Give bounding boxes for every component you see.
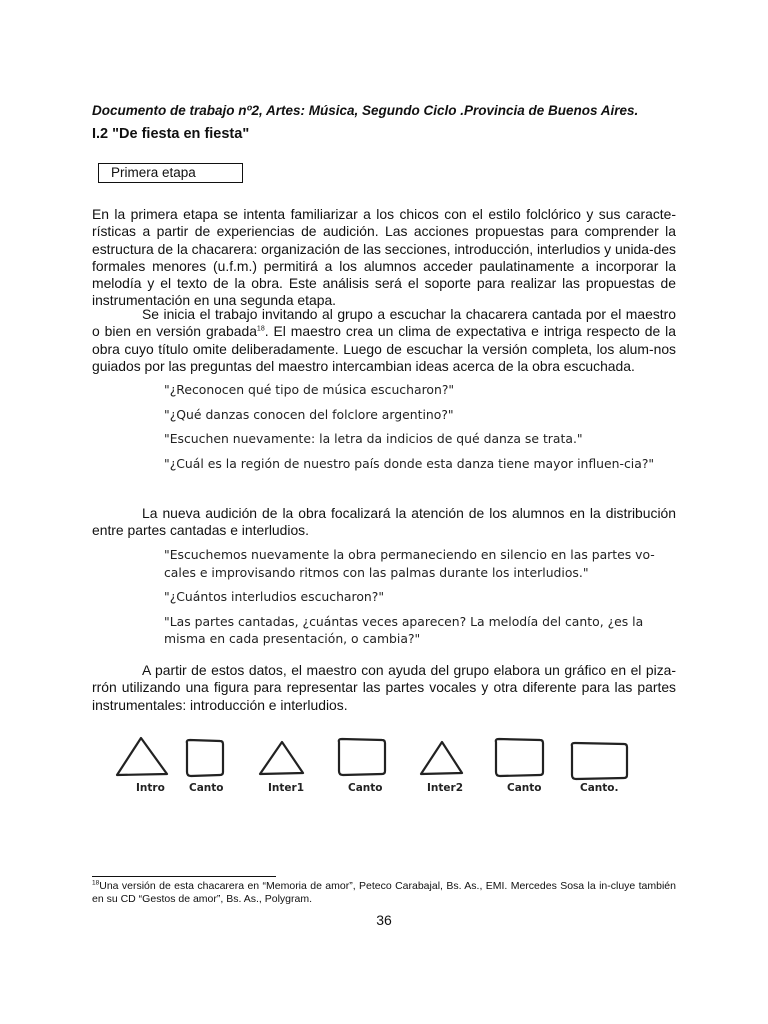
footnote-text: Una versión de esta chacarera en “Memoria de amor”, Peteco Carabajal, Bs. As., EMI. Mercedes Sosa la in-cluye también en su CD “Gestos de amor”, Bs. As., Polygram.: [92, 880, 676, 905]
question-item: "Escuchemos nuevamente la obra permaneciendo en silencio en las partes vo-cales e improvisando ritmos con las palmas durante los interludios.": [164, 547, 655, 580]
question-item: "¿Qué danzas conocen del folclore argentino?": [164, 406, 454, 422]
page-number: 36: [376, 912, 392, 928]
question-item: "¿Cuántos interludios escucharon?": [164, 589, 385, 604]
question-item: "Escuchen nuevamente: la letra da indicios de qué danza se trata.": [164, 431, 583, 446]
paragraph-second-listening: La nueva audición de la obra focalizará la atención de los alumnos en la distribución entre partes cantadas e interludios.: [92, 505, 676, 539]
footnote-reference: 18: [256, 325, 265, 333]
diagram-label-canto-final: Canto.: [580, 782, 619, 794]
question-item: "¿Cuál es la región de nuestro país donde esta danza tiene mayor influen-cia?": [164, 455, 655, 471]
diagram-label-canto: Canto: [189, 782, 224, 794]
stage-label-box: Primera etapa: [98, 163, 243, 183]
triangle-icon: [117, 738, 167, 775]
square-icon: [339, 739, 385, 775]
square-icon: [187, 740, 223, 776]
square-icon: [496, 739, 543, 776]
triangle-icon: [260, 742, 303, 774]
footnote: [92, 880, 676, 905]
paragraph-intro: En la primera etapa se intenta familiarizar a los chicos con el estilo folclórico y sus caracte-rísticas a partir de experiencias de audición. Las acciones propuestas para comprender la estructura de la chacarera: organización de las secciones, introducción, interludios y unida-des formales menores (u.f.m.) permitirá a los alumnos acceder paulatinamente a incorporar la melodía y el texto de la obra. Este análisis será el soporte para realizar las propuestas de instrumentación en una segunda etapa.: [92, 206, 676, 309]
question-item: "¿Reconocen qué tipo de música escucharon?": [164, 382, 455, 397]
teacher-questions-first: [164, 381, 676, 479]
diagram-label-canto: Canto: [507, 782, 542, 794]
paragraph-graphic: A partir de estos datos, el maestro con ayuda del grupo elabora un gráfico en el piza-rrón utilizando una figura para representar las partes vocales y otra diferente para las partes instrumentales: introducción e interludios.: [92, 662, 676, 713]
diagram-label-canto: Canto: [348, 782, 383, 794]
question-item: "Las partes cantadas, ¿cuántas veces aparecen? La melodía del canto, ¿es la misma en cada presentación, o cambia?": [164, 613, 644, 646]
section-title: I.2 "De fiesta en fiesta": [92, 126, 250, 142]
footnote-divider: [92, 876, 276, 877]
paragraph-listening-text-a: Se inicia el trabajo invitando al grupo a escuchar la chacarera cantada por el maestro o bien en versión grabada: [92, 306, 676, 340]
footnote-number: 18: [92, 879, 100, 887]
diagram-label-intro: Intro: [136, 782, 165, 794]
diagram-label-inter1: Inter1: [268, 782, 305, 794]
teacher-questions-second: [164, 546, 676, 655]
diagram-label-inter2: Inter2: [427, 782, 464, 794]
document-header: Documento de trabajo nº2, Artes: Música, Segundo Ciclo .Provincia de Buenos Aires.: [92, 103, 639, 118]
paragraph-listening: [92, 306, 676, 375]
triangle-icon: [421, 742, 462, 774]
square-icon: [572, 743, 627, 779]
paragraph-listening-text-b: . El maestro crea un clima de expectativa e intriga respecto de la obra cuyo título omite deliberadamente. Luego de escuchar la versión completa, los alum-nos guiados por las preguntas del maestro intercambian ideas acerca de la obra escuchada.: [92, 323, 676, 374]
